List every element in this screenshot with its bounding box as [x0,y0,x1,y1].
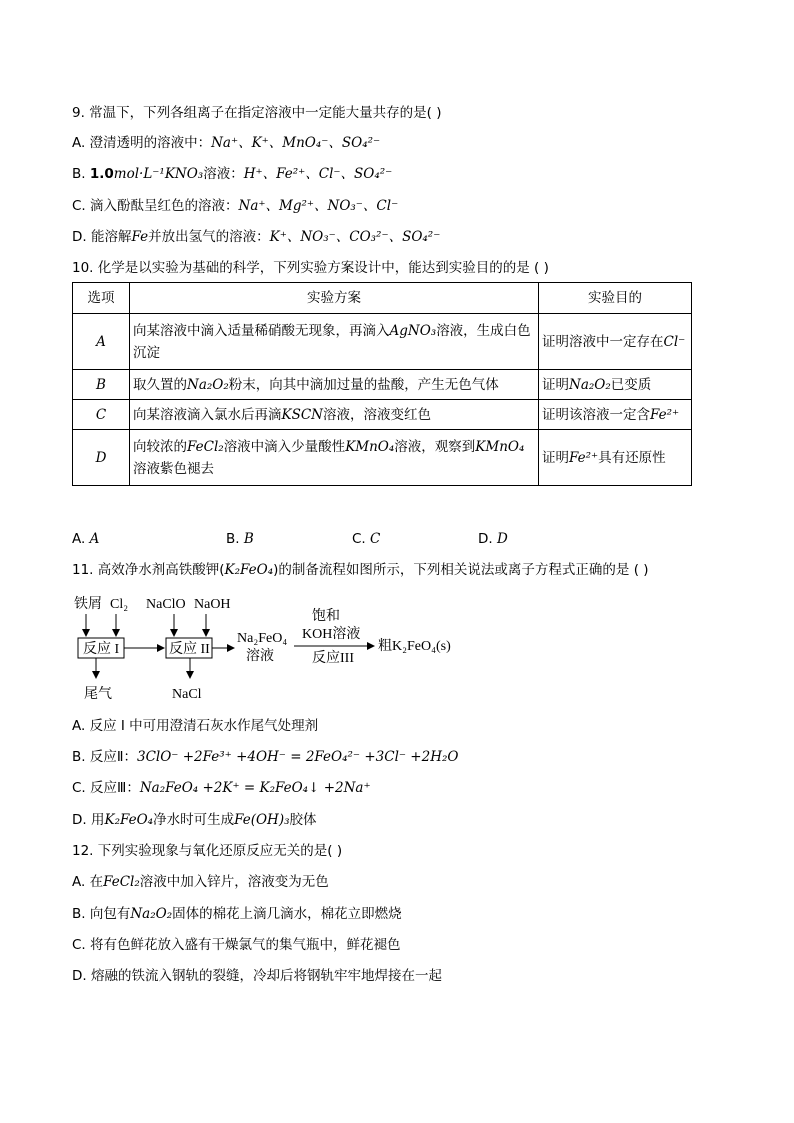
tail-gas: 尾气 [84,687,112,702]
q9-d-fe: Fe [131,229,149,245]
formula: FeCl₂ [103,874,140,890]
scheme-formula: AgNO₃ [389,322,437,339]
option-prefix: D. [478,531,497,547]
q9-b-conc: 1.0 [89,166,114,182]
q11-option-c [72,779,371,797]
row-purpose [539,400,692,430]
purpose-formula: Na₂O₂ [569,376,611,393]
q9-stem: 9. 常温下，下列各组离子在指定溶液中一定能大量共存的是( ) [72,105,442,121]
q9-a-ions: Na⁺、K⁺、MnO₄⁻、SO₄²⁻ [211,135,381,151]
q9-c-ions: Na⁺、Mg²⁺、NO₃⁻、Cl⁻ [238,198,399,214]
purpose-text: 证明溶液中一定存在 [542,333,664,350]
purpose-text: 已变质 [610,376,652,393]
q9-option-a [72,134,380,152]
purpose-formula: Fe²⁺ [569,449,599,466]
intermediate-formula: Na₂FeO₄ [237,631,288,646]
input-naoh: NaOH [194,597,231,612]
q10-stem: 10. 化学是以实验为基础的科学，下列实验方案设计中，能达到实验目的的是 ( ) [72,260,549,276]
purpose-text: 证明 [542,449,569,466]
arrow-condition-1: 饱和 [312,609,340,624]
byproduct-nacl: NaCl [172,687,202,702]
scheme-formula: FeCl₂ [187,438,224,455]
header-scheme: 实验方案 [130,283,539,314]
input-naclo: NaClO [146,597,186,612]
purpose-formula: Cl⁻ [663,333,686,350]
q12-option-b [72,905,402,923]
purpose-formula: Fe²⁺ [650,406,680,423]
equation: Na₂FeO₄ +2K⁺ = K₂FeO₄↓ +2Na⁺ [139,780,371,796]
formula: Fe(OH)₃ [234,812,290,828]
q9-c-prefix: C. 滴入酚酞呈红色的溶液： [72,198,239,214]
option-prefix: A. 在 [72,874,104,890]
option-value: D [496,531,508,547]
option-value: C [370,531,381,547]
scheme-text: 向某溶液中滴入适量稀硝酸无现象，再滴入 [133,322,390,339]
scheme-text: 溶液，溶液变红色 [322,406,431,423]
row-purpose [539,430,692,486]
q12-option-d: D. 熔融的铁流入钢轨的裂缝，冷却后将钢轨牢牢地焊接在一起 [72,968,442,984]
scheme-text: 溶液中滴入少量酸性 [223,438,346,455]
reaction-3-label: 反应III [312,651,354,666]
option-prefix: A. [72,531,90,547]
row-scheme [130,400,539,430]
stem-text: )的制备流程如图所示，下列相关说法或离子方程式正确的是 ( ) [273,562,649,578]
row-label: D [73,430,130,486]
reaction-2-label: 反应 II [169,642,210,657]
q9-b-ions: H⁺、Fe²⁺、Cl⁻、SO₄²⁻ [243,166,393,182]
reaction-1-label: 反应 I [83,642,120,657]
q9-d-prefix: D. 能溶解 [72,229,132,245]
q11-option-a: A. 反应 I 中可用澄清石灰水作尾气处理剂 [72,718,319,734]
option-text: 固体的棉花上滴几滴水，棉花立即燃烧 [172,906,402,922]
formula: K₂FeO₄ [104,812,154,828]
row-scheme [130,370,539,400]
flow-diagram [72,590,492,705]
purpose-text: 具有还原性 [598,449,666,466]
q9-d-mid: 并放出氢气的溶液： [148,229,270,245]
row-label: A [73,314,130,370]
scheme-formula: KMnO₄ [475,438,525,455]
row-purpose [539,370,692,400]
crude-product: 粗K₂FeO₄(s) [378,639,451,654]
q10-option-c [352,531,380,547]
row-label: C [73,400,130,430]
q11-stem [72,561,649,579]
option-prefix: D. 用 [72,812,105,828]
input-iron-scrap: 铁屑 [74,597,102,612]
row-scheme [130,430,539,486]
scheme-formula: KSCN [281,406,323,423]
option-prefix: B. [226,531,244,547]
scheme-text: 向较浓的 [133,438,187,455]
option-value: A [89,531,100,547]
q9-option-c [72,197,398,215]
scheme-text: 向某溶液滴入氯水后再滴 [133,406,282,423]
table-row [73,430,692,486]
table-row [73,370,692,400]
q10-option-a [72,531,99,547]
intermediate-solution: 溶液 [246,649,274,664]
header-option: 选项 [73,283,130,314]
q10-option-d [478,531,508,547]
option-prefix: B. 向包有 [72,906,131,922]
option-text: 溶液中加入锌片，溶液变为无色 [139,874,329,890]
row-label: B [73,370,130,400]
q12-stem: 12. 下列实验现象与氧化还原反应无关的是( ) [72,843,343,859]
q10-table [72,282,692,486]
purpose-text: 证明 [542,376,569,393]
scheme-text: 溶液，生成白色沉淀 [133,322,531,361]
q9-option-b [72,165,392,183]
q9-a-prefix: A. 澄清透明的溶液中： [72,135,212,151]
stem-formula: K₂FeO₄ [224,562,274,578]
scheme-formula: KMnO₄ [345,438,395,455]
q10-option-b [226,531,254,547]
q9-option-d [72,228,440,246]
purpose-text: 证明该溶液一定含 [542,406,650,423]
q9-b-mid: 溶液： [203,166,244,182]
option-text: 净水时可生成 [153,812,235,828]
q11-option-b [72,748,458,766]
option-prefix: C. [352,531,371,547]
row-purpose [539,314,692,370]
input-chlorine: Cl₂ [110,597,129,612]
q9-b-prefix: B. [72,166,90,182]
table-row [73,400,692,430]
equation: 3ClO⁻ +2Fe³⁺ +4OH⁻ = 2FeO₄²⁻ +3Cl⁻ +2H₂O [137,749,459,765]
option-value: B [243,531,254,547]
option-prefix: B. 反应Ⅱ： [72,749,137,765]
table-row [73,314,692,370]
q12-option-c: C. 将有色鲜花放入盛有干燥氯气的集气瓶中，鲜花褪色 [72,937,401,953]
q11-option-d [72,811,317,829]
formula: Na₂O₂ [130,906,173,922]
scheme-text: 溶液，观察到 [394,438,476,455]
option-prefix: C. 反应Ⅲ： [72,780,140,796]
q9-b-formula: mol·L⁻¹KNO₃ [113,166,204,182]
scheme-text: 粉末，向其中滴加过量的盐酸，产生无色气体 [228,376,499,393]
scheme-formula: Na₂O₂ [187,376,229,393]
q12-option-a [72,873,329,891]
row-scheme [130,314,539,370]
option-text: 胶体 [289,812,317,828]
scheme-text: 取久置的 [133,376,187,393]
arrow-condition-2: KOH溶液 [302,627,361,642]
stem-text: 11. 高效净水剂高铁酸钾( [72,562,225,578]
header-purpose: 实验目的 [539,283,692,314]
table-header-row [73,283,692,314]
q9-d-ions: K⁺、NO₃⁻、CO₃²⁻、SO₄²⁻ [269,229,441,245]
scheme-text: 溶液紫色褪去 [133,460,214,477]
